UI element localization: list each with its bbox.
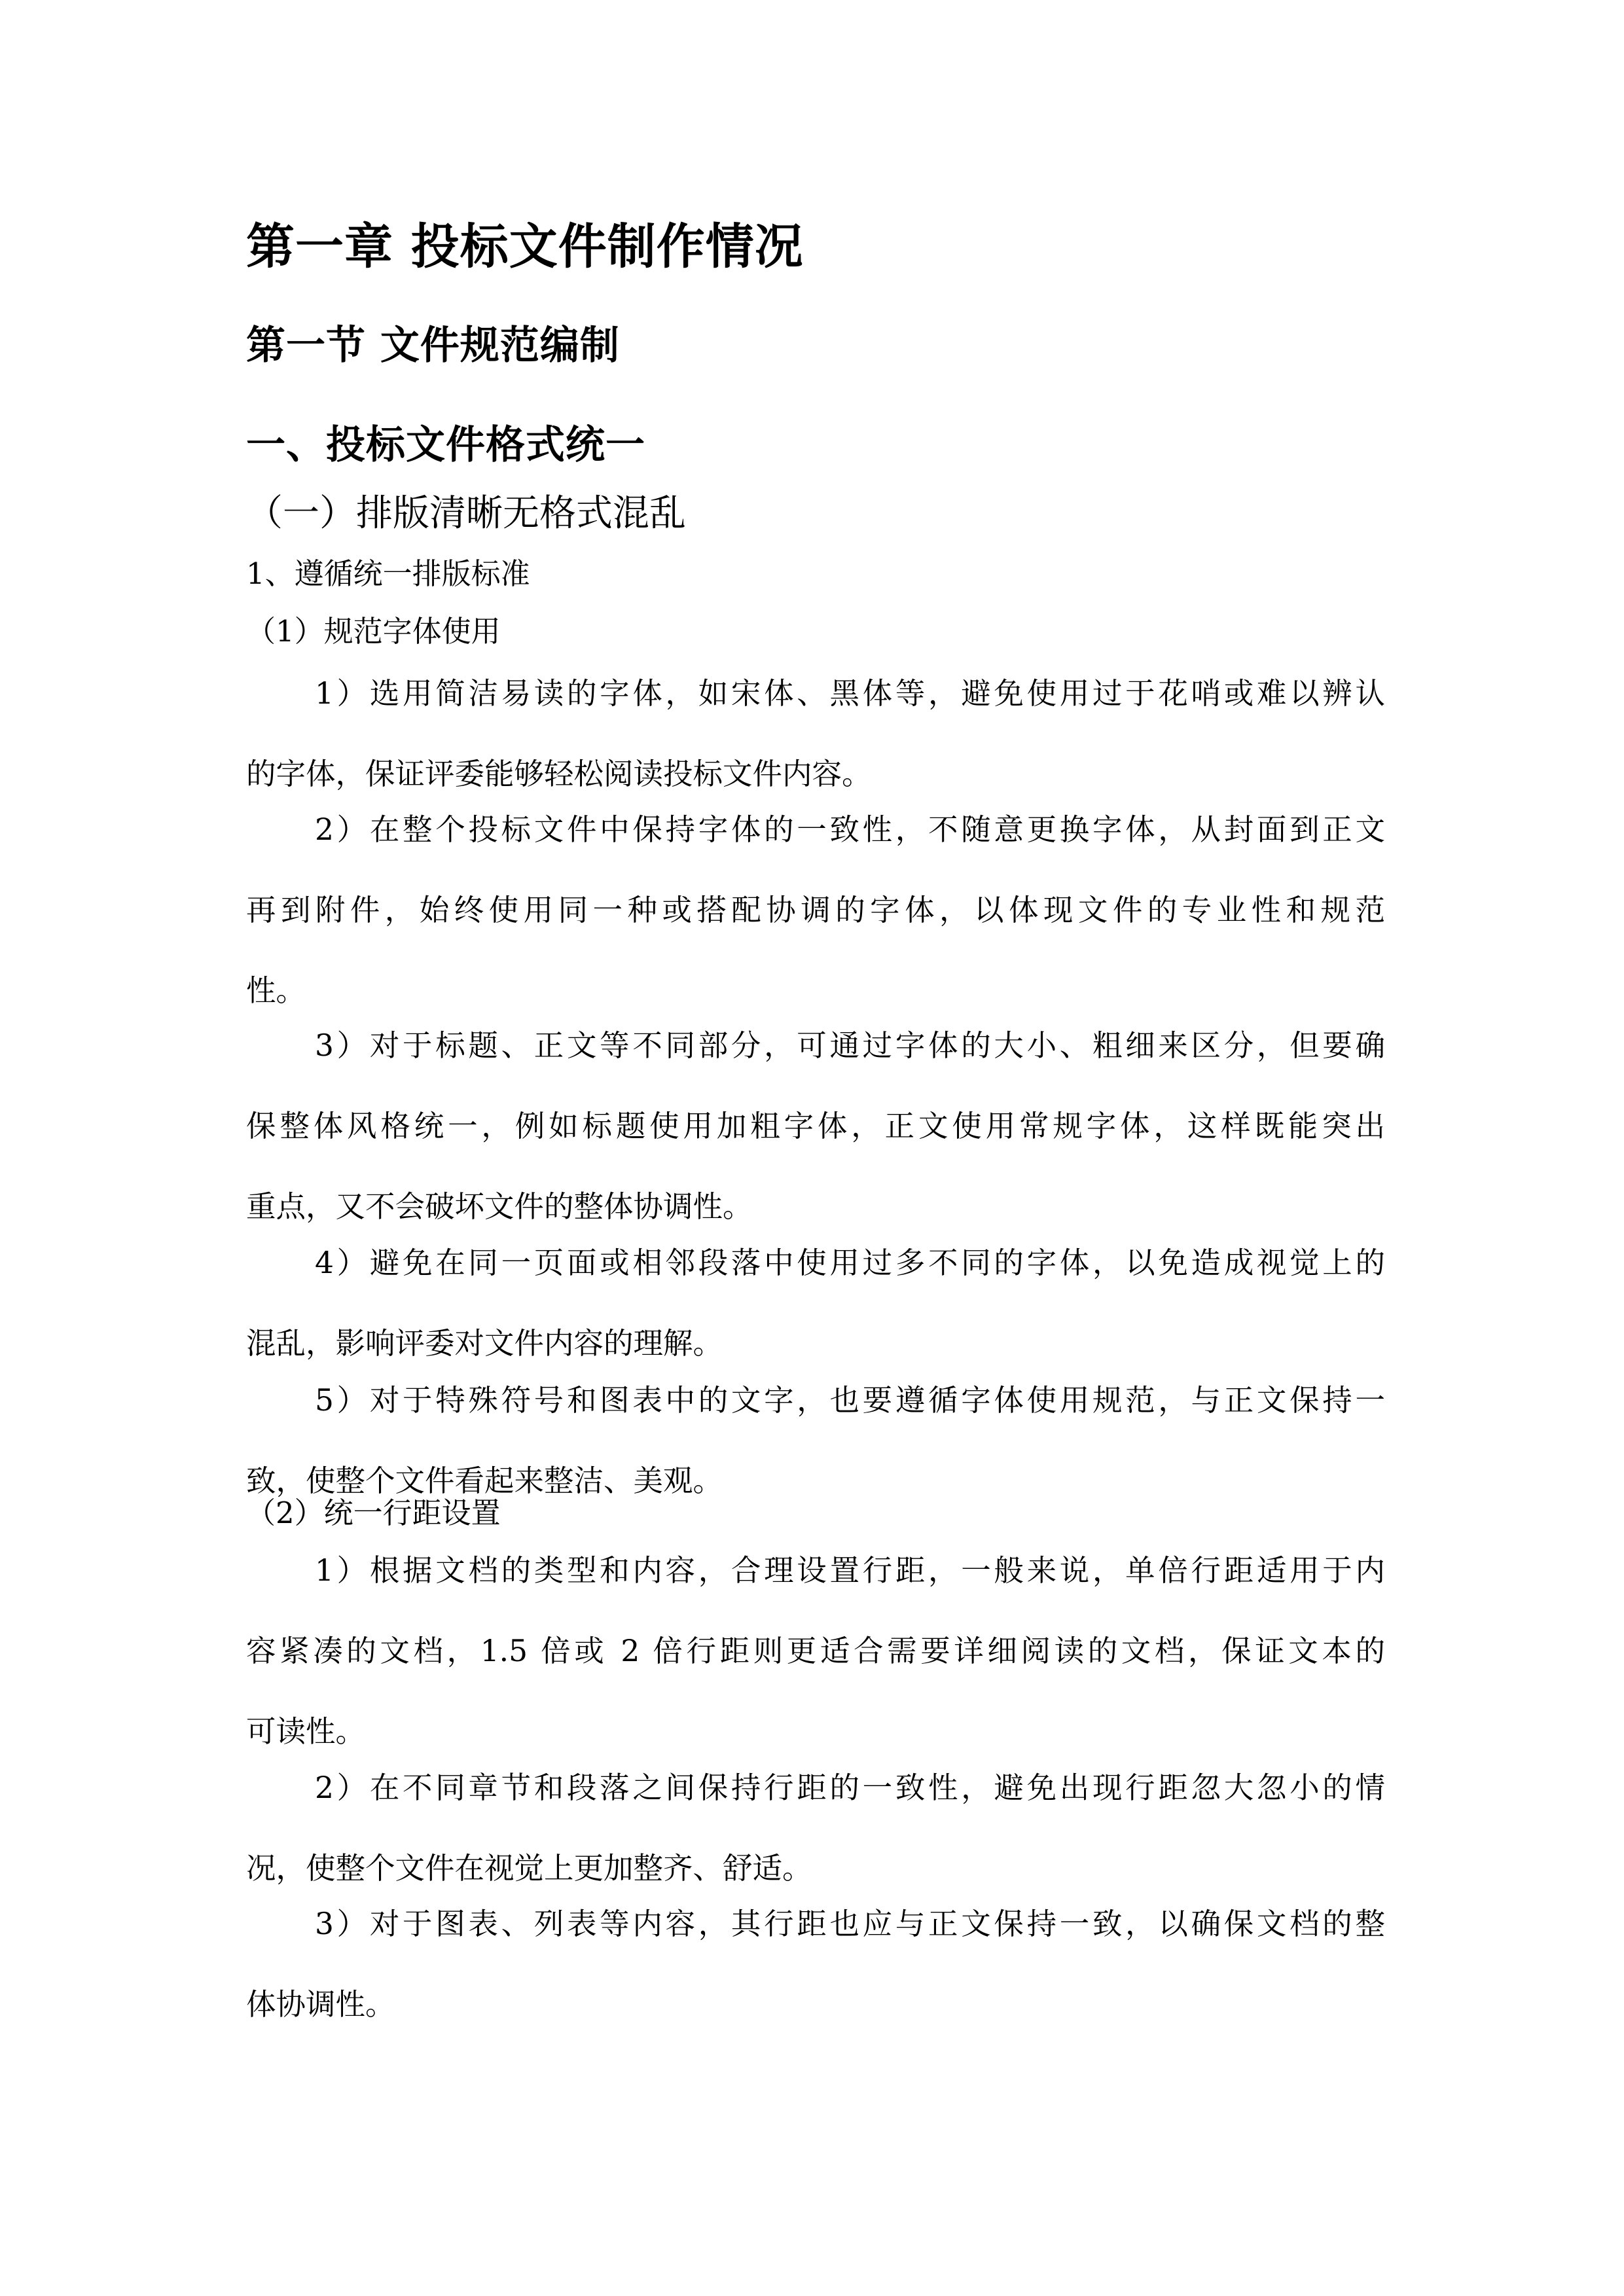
paragraph-line: 1）选用简洁易读的字体，如宋体、黑体等，避免使用过于花哨或难以辨认 bbox=[315, 676, 1385, 711]
paragraph-line: 体协调性。 bbox=[246, 1987, 395, 2022]
paragraph-line: 容紧凑的文档，1.5 倍或 2 倍行距则更适合需要详细阅读的文档，保证文本的 bbox=[246, 1634, 1385, 1668]
chapter-title: 第一章 投标文件制作情况 bbox=[246, 219, 804, 275]
paragraph bbox=[246, 789, 1385, 1031]
paragraph-line: 3）对于图表、列表等内容，其行距也应与正文保持一致，以确保文档的整 bbox=[315, 1907, 1385, 1941]
paragraph-line: 况，使整个文件在视觉上更加整齐、舒适。 bbox=[246, 1851, 812, 1886]
item-title: 1、遵循统一排版标准 bbox=[246, 556, 530, 591]
paragraph-line: 保整体风格统一，例如标题使用加粗字体，正文使用常规字体，这样既能突出 bbox=[246, 1109, 1385, 1143]
paragraph-line: 5）对于特殊符号和图表中的文字，也要遵循字体使用规范，与正文保持一 bbox=[315, 1383, 1385, 1418]
paragraph-line: 3）对于标题、正文等不同部分，可通过字体的大小、粗细来区分，但要确 bbox=[315, 1028, 1385, 1063]
sub-item-title-spacing: （2）统一行距设置 bbox=[246, 1496, 501, 1530]
paragraph-line: 混乱，影响评委对文件内容的理解。 bbox=[246, 1326, 723, 1361]
paragraph bbox=[246, 1005, 1385, 1247]
paragraph-line: 性。 bbox=[246, 973, 306, 1008]
sub-item-title-font: （1）规范字体使用 bbox=[246, 614, 501, 649]
paragraph-line: 再到附件，始终使用同一种或搭配协调的字体，以体现文件的专业性和规范 bbox=[246, 893, 1385, 927]
paragraph-line: 1）根据文档的类型和内容，合理设置行距，一般来说，单倍行距适用于内 bbox=[315, 1553, 1385, 1588]
paragraph-line: 重点，又不会破坏文件的整体协调性。 bbox=[246, 1189, 753, 1224]
part-title: 一、投标文件格式统一 bbox=[246, 422, 645, 468]
paragraph-line: 4）避免在同一页面或相邻段落中使用过多不同的字体，以免造成视觉上的 bbox=[315, 1246, 1385, 1280]
paragraph bbox=[246, 1530, 1385, 1772]
paragraph bbox=[246, 1884, 1385, 2045]
paragraph-line: 致，使整个文件看起来整洁、美观。 bbox=[246, 1463, 723, 1498]
paragraph-line: 2）在整个投标文件中保持字体的一致性，不随意更换字体，从封面到正文 bbox=[315, 812, 1385, 847]
paragraph-line: 2）在不同章节和段落之间保持行距的一致性，避免出现行距忽大忽小的情 bbox=[315, 1770, 1385, 1805]
subsection-title: （一）排版清晰无格式混乱 bbox=[246, 492, 686, 535]
paragraph-line: 可读性。 bbox=[246, 1714, 366, 1749]
section-title: 第一节 文件规范编制 bbox=[246, 323, 620, 368]
paragraph-line: 的字体，保证评委能够轻松阅读投标文件内容。 bbox=[246, 757, 872, 791]
